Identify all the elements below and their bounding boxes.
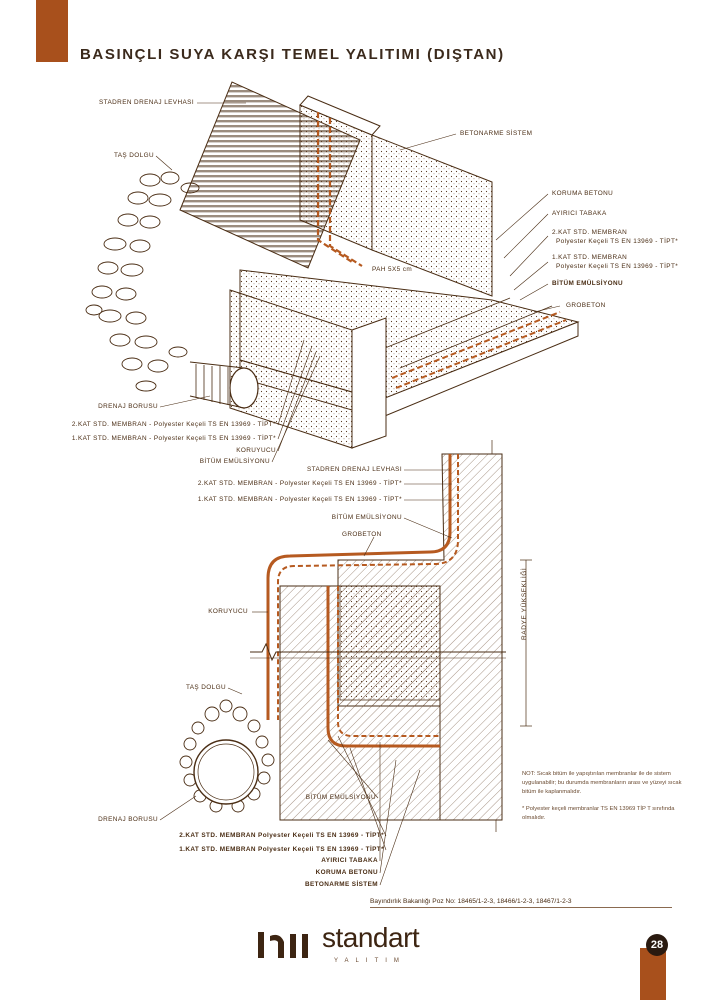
label-protection-concrete-top: KORUMA BETONU <box>552 190 614 197</box>
label-membrane-2-top-right: 2.KAT STD. MEMBRAN <box>552 229 628 236</box>
label-membrane-2-spec-top-right: Polyester Keçeli TS EN 13969 - TİPT* <box>556 238 679 245</box>
note-hot-bitumen: NOT: Sıcak bitüm ile yapıştırılan membranlar ile de sistem uygulanabilir; bu durumda membranların arası ve yüzeyi sıcak bitüm ile kaplanmalıdır. <box>522 771 682 795</box>
notes-block <box>522 770 682 831</box>
label-lean-concrete-top: GROBETON <box>566 302 606 309</box>
label-lean-concrete-section: GROBETON <box>342 531 382 538</box>
label-bitumen-emulsion-section-bottom: BİTÜM EMÜLSİYONU <box>305 794 376 801</box>
label-protector-section: KORUYUCU <box>208 608 248 615</box>
label-membrane-1-section-bottom: 1.KAT STD. MEMBRAN Polyester Keçeli TS EN 13969 - TİPT* <box>179 846 384 853</box>
label-protector-top: KORUYUCU <box>236 447 276 454</box>
label-drainage-pipe-section: DRENAJ BORUSU <box>98 816 158 823</box>
label-membrane-1-section-top: 1.KAT STD. MEMBRAN - Polyester Keçeli TS EN 13969 - TİPT* <box>197 496 402 503</box>
bottom-color-tab <box>640 948 666 1000</box>
label-bitumen-emulsion-top-right: BİTÜM EMÜLSİYONU <box>552 280 624 287</box>
label-stadren-drainage-section: STADREN DRENAJ LEVHASI <box>307 466 402 473</box>
label-reinforced-concrete-section: BETONARME SİSTEM <box>304 881 378 888</box>
label-drainage-pipe-top: DRENAJ BORUSU <box>98 403 158 410</box>
label-membrane-2-top: 2.KAT STD. MEMBRAN - Polyester Keçeli TS EN 13969 - TİPT* <box>71 421 276 428</box>
label-separation-layer-section: AYIRICI TABAKA <box>321 857 378 864</box>
label-stone-fill-section: TAŞ DOLGU <box>185 684 226 691</box>
label-membrane-2-section-top: 2.KAT STD. MEMBRAN - Polyester Keçeli TS EN 13969 - TİPT* <box>197 480 402 487</box>
label-stadren-drainage-top: STADREN DRENAJ LEVHASI <box>99 99 194 106</box>
note-membrane-class: * Polyester keçeli membranlar TS EN 13969 TİP T sınıfında olmalıdır. <box>522 806 675 821</box>
ministry-reference: Bayındırlık Bakanlığı Poz No: 18465/1-2-3, 18466/1-2-3, 18467/1-2-3 <box>370 898 672 908</box>
page-title: BASINÇLI SUYA KARŞI TEMEL YALITIMI (DIŞTAN) <box>80 46 505 63</box>
page-number: 28 <box>646 934 668 956</box>
label-chamfer: PAH 5X5 cm <box>372 266 413 273</box>
brand-name: standart <box>322 922 420 953</box>
label-bitumen-emulsion-section-top: BİTÜM EMÜLSİYONU <box>331 514 402 521</box>
label-reinforced-concrete-top: BETONARME SİSTEM <box>460 130 533 137</box>
label-membrane-1-top: 1.KAT STD. MEMBRAN - Polyester Keçeli TS EN 13969 - TİPT* <box>71 435 276 442</box>
drainage-pipe-iso <box>190 362 258 408</box>
label-bitumen-emulsion-top: BİTÜM EMÜLSİYONU <box>199 458 270 465</box>
brand-subtitle: YALITIM <box>334 958 406 964</box>
brand-logo-mark <box>258 932 308 958</box>
label-raft-height: RADYE YÜKSEKLİĞİ <box>521 567 528 640</box>
label-membrane-2-section-bottom: 2.KAT STD. MEMBRAN Polyester Keçeli TS EN 13969 - TİPT* <box>179 832 384 839</box>
label-stone-fill-top: TAŞ DOLGU <box>113 152 154 159</box>
label-membrane-1-spec-top-right: Polyester Keçeli TS EN 13969 - TİPT* <box>556 263 679 270</box>
label-protection-concrete-section: KORUMA BETONU <box>315 869 378 876</box>
label-membrane-1-top-right: 1.KAT STD. MEMBRAN <box>552 254 628 261</box>
label-separation-layer-top: AYIRICI TABAKA <box>552 210 607 217</box>
